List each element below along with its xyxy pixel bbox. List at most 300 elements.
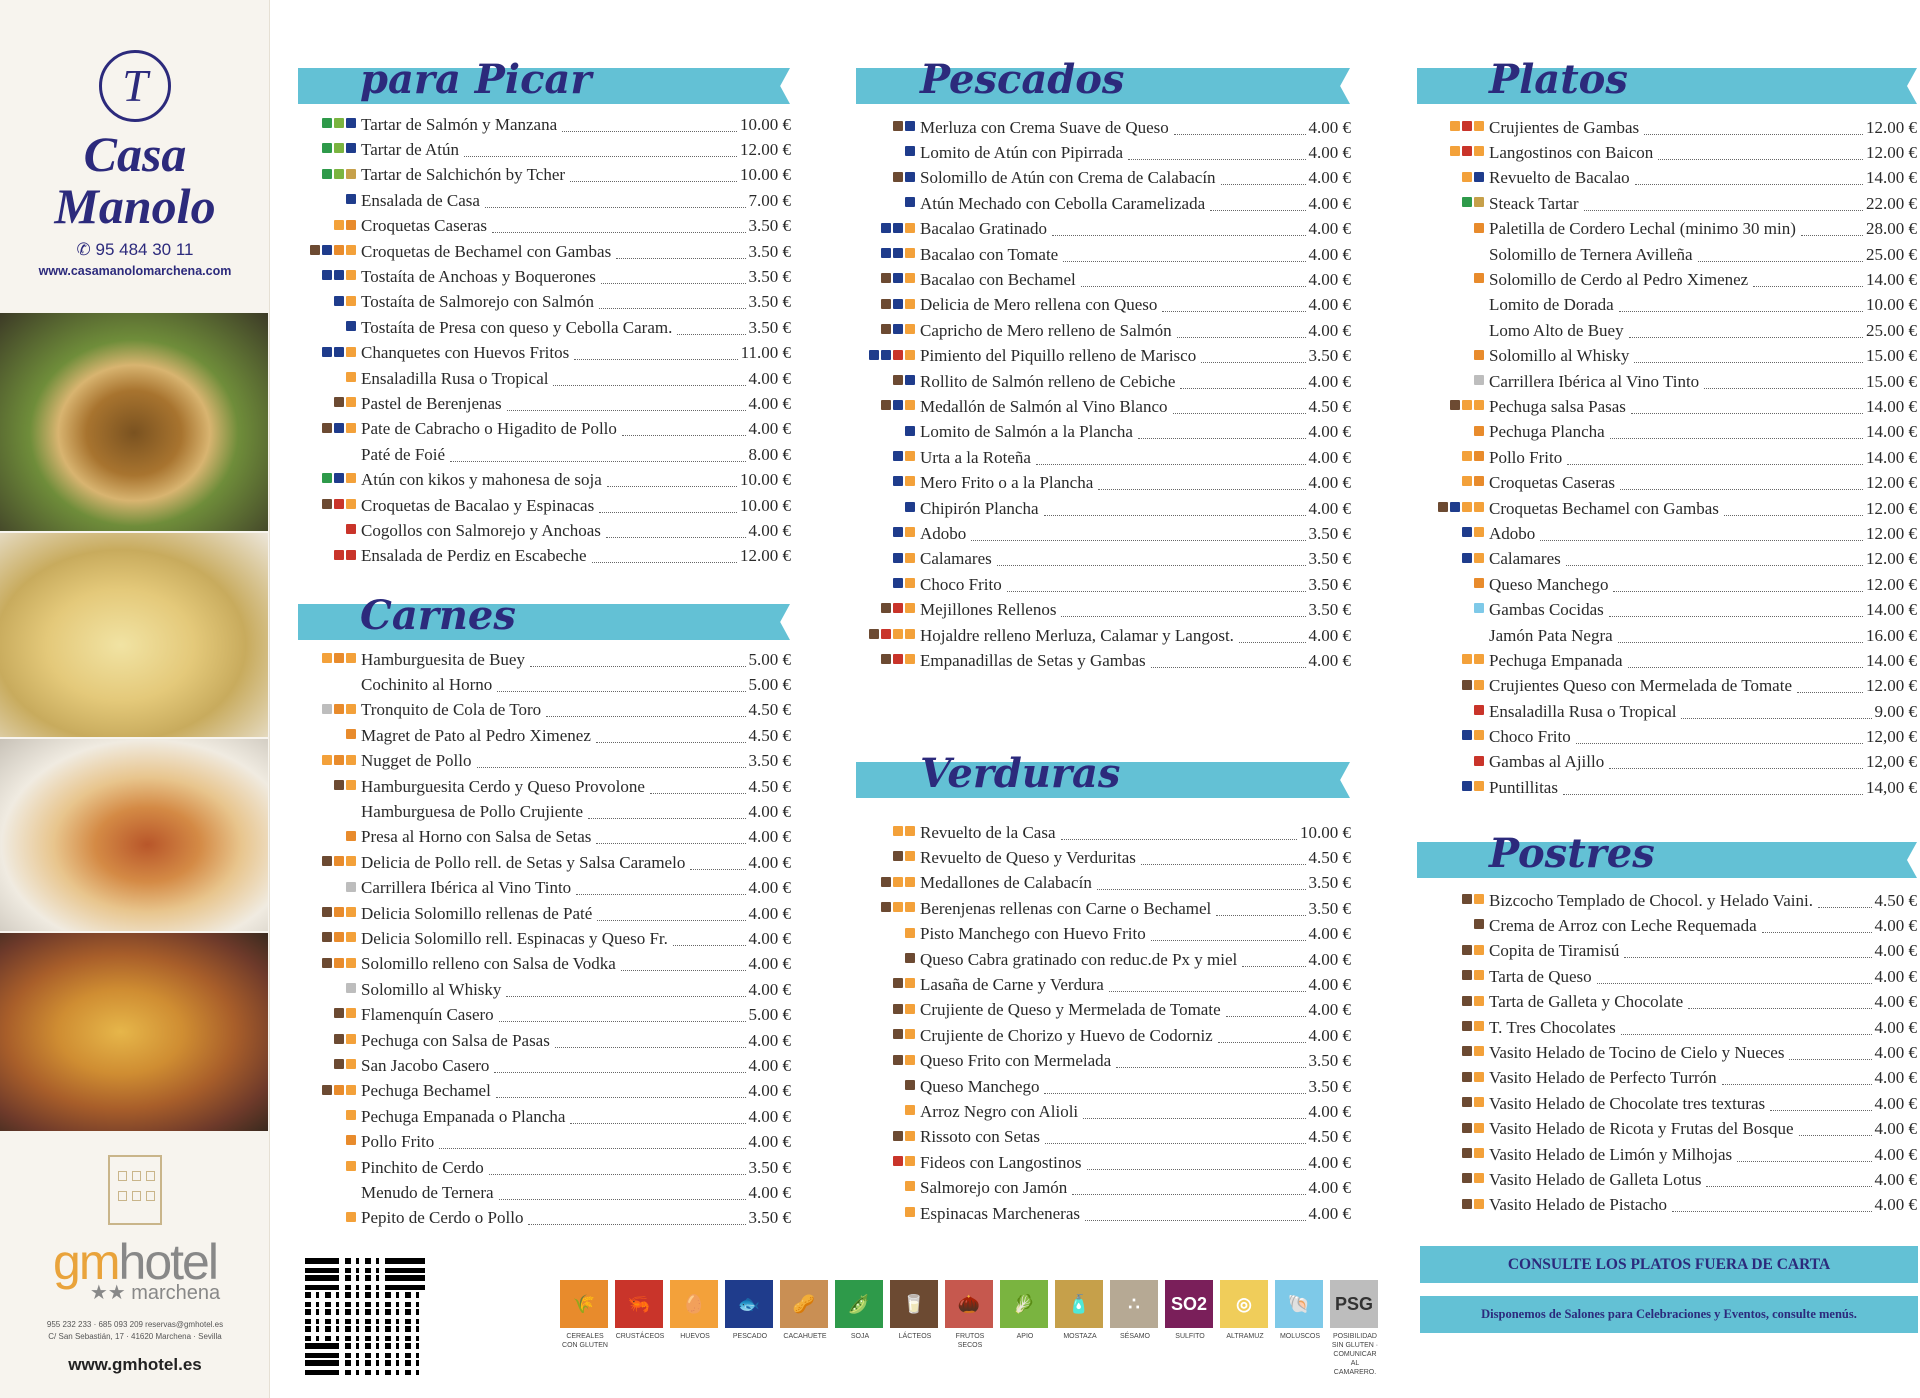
photo-burger: [0, 313, 268, 531]
allergen-pes-icon: [905, 146, 915, 156]
menu-item: [1489, 888, 1917, 913]
allergen-pes-icon: [905, 172, 915, 182]
menu-item-name: Delicia de Mero rellena con Queso: [920, 295, 1158, 315]
allergen-pes-icon: [893, 400, 903, 410]
allergen-icons: [893, 1156, 915, 1166]
allergen-icons: [905, 1080, 915, 1090]
menu-item-name: Presa al Horno con Salsa de Setas: [361, 827, 592, 847]
section-title-picar: [298, 56, 790, 104]
menu-item-name: Solomillo relleno con Salsa de Vodka: [361, 954, 616, 974]
menu-item-price: 4.00 €: [1308, 625, 1351, 645]
menu-item-price: 4.00 €: [748, 368, 791, 388]
menu-item-name: Revuelto de la Casa: [920, 822, 1056, 842]
menu-item-price: 4.00 €: [1308, 447, 1351, 467]
menu-item: [1489, 547, 1917, 572]
menu-item-name: Gambas al Ajillo: [1489, 752, 1605, 772]
menu-item-price: 4.50 €: [748, 700, 791, 720]
menu-item: [920, 845, 1351, 870]
menu-item: [361, 850, 791, 875]
allergen-lac-icon: [1450, 400, 1460, 410]
allergen-icons: [893, 375, 915, 385]
menu-item-name: Tarta de Queso: [1489, 966, 1592, 986]
menu-item-name: Pinchito de Cerdo: [361, 1157, 484, 1177]
allergen-pes-icon: [893, 476, 903, 486]
dot-leader: [1672, 1198, 1872, 1212]
allergen-legend-icon: 🥛: [890, 1280, 938, 1328]
menu-item-name: Vasito Helado de Ricota y Frutas del Bosque: [1489, 1119, 1794, 1139]
dot-leader: [1609, 755, 1863, 769]
menu-item-price: 4.00 €: [1308, 117, 1351, 137]
menu-item: [920, 896, 1351, 921]
dot-leader: [621, 957, 746, 971]
menu-item-name: Ensalada de Perdiz en Escabeche: [361, 546, 587, 566]
allergen-cer-icon: [334, 856, 344, 866]
menu-item: [361, 214, 791, 239]
menu-item-price: 12.00 €: [740, 546, 791, 566]
menu-item-price: 14.00 €: [1866, 396, 1917, 416]
dot-leader: [1631, 400, 1863, 414]
allergen-lac-icon: [905, 1080, 915, 1090]
allergen-cru-icon: [346, 550, 356, 560]
dot-leader: [597, 907, 745, 921]
menu-item: [1489, 242, 1917, 267]
menu-item: [1489, 293, 1917, 318]
menu-item-name: Choco Frito: [920, 574, 1002, 594]
menu-item-price: 4.00 €: [1308, 143, 1351, 163]
restaurant-website-link[interactable]: www.casamanolomarchena.com: [38, 264, 232, 278]
menu-item: [920, 648, 1351, 673]
menu-item: [1489, 939, 1917, 964]
allergen-hue-icon: [346, 397, 356, 407]
allergen-legend-item: [560, 1280, 610, 1377]
allergen-icons: [346, 831, 356, 841]
hotel-website-link[interactable]: www.gmhotel.es: [68, 1355, 202, 1374]
menu-item-price: 12.00 €: [1866, 498, 1917, 518]
dot-leader: [439, 1135, 745, 1149]
allergen-icons: [1474, 273, 1484, 283]
section-list-carnes: [361, 647, 791, 1231]
allergen-icons: [905, 426, 915, 436]
menu-item: [920, 1150, 1351, 1175]
menu-item: [361, 952, 791, 977]
dot-leader: [1634, 349, 1863, 363]
dot-leader: [1584, 197, 1863, 211]
allergen-hue-icon: [1474, 894, 1484, 904]
menu-item-price: 4.50 €: [1308, 848, 1351, 868]
dot-leader: [1098, 476, 1305, 490]
allergen-icons: [1462, 197, 1484, 207]
dot-leader: [1180, 375, 1305, 389]
menu-item-name: Solomillo de Cerdo al Pedro Ximenez: [1489, 270, 1749, 290]
allergen-icons: [1438, 502, 1484, 512]
allergen-psg-icon: [322, 704, 332, 714]
allergen-lac-icon: [893, 978, 903, 988]
allergen-hue-icon: [322, 755, 332, 765]
menu-item-name: Salmorejo con Jamón: [920, 1178, 1068, 1198]
menu-item-price: 3.50 €: [1308, 1051, 1351, 1071]
allergen-lac-icon: [881, 603, 891, 613]
allergen-hue-icon: [346, 372, 356, 382]
dot-leader: [574, 346, 737, 360]
allergen-pes-icon: [346, 194, 356, 204]
menu-item-price: 4.00 €: [1308, 473, 1351, 493]
menu-item-name: San Jacobo Casero: [361, 1055, 490, 1075]
section-title-postres: [1417, 830, 1917, 878]
allergen-legend-item: [945, 1280, 995, 1377]
allergen-mos-icon: [346, 169, 356, 179]
allergen-icons: [322, 499, 356, 509]
allergen-hue-icon: [905, 902, 915, 912]
menu-item: [1489, 674, 1917, 699]
dot-leader: [1658, 146, 1863, 160]
menu-item-price: 4.00 €: [1308, 1203, 1351, 1223]
allergen-cer-icon: [334, 704, 344, 714]
menu-item: [361, 1129, 791, 1154]
allergen-hue-icon: [1474, 730, 1484, 740]
allergen-icons: [322, 932, 356, 942]
menu-item-price: 12.00 €: [1866, 574, 1917, 594]
menu-item: [920, 871, 1351, 896]
menu-item-name: Arroz Negro con Alioli: [920, 1101, 1079, 1121]
allergen-icons: [869, 629, 915, 639]
allergen-hue-icon: [346, 932, 356, 942]
menu-item: [361, 723, 791, 748]
menu-item-price: 4.00 €: [1308, 422, 1351, 442]
allergen-icons: [881, 902, 915, 912]
allergen-legend-icon: SO2: [1165, 1280, 1213, 1328]
menu-item: [361, 698, 791, 723]
allergen-icons: [893, 578, 915, 588]
menu-item-name: Calamares: [920, 549, 992, 569]
allergen-hue-icon: [346, 1085, 356, 1095]
menu-item: [920, 922, 1351, 947]
menu-item: [1489, 750, 1917, 775]
menu-item-name: Pechuga Plancha: [1489, 422, 1605, 442]
menu-item-price: 4.00 €: [1308, 168, 1351, 188]
dot-leader: [1628, 654, 1863, 668]
allergen-hue-icon: [1462, 502, 1472, 512]
menu-item-name: Berenjenas rellenas con Carne o Bechamel: [920, 898, 1212, 918]
menu-item-price: 3.50 €: [1308, 1076, 1351, 1096]
menu-item-name: Croquetas de Bacalao y Espinacas: [361, 495, 595, 515]
restaurant-phone[interactable]: [0, 240, 270, 260]
allergen-pes-icon: [893, 273, 903, 283]
allergen-icons: [1474, 375, 1484, 385]
allergen-icons: [322, 143, 356, 153]
allergen-icons: [346, 524, 356, 534]
dot-leader: [1128, 146, 1305, 160]
allergen-legend-item: [1055, 1280, 1105, 1377]
menu-item-price: 12.00 €: [1866, 676, 1917, 696]
menu-item-name: Chipirón Plancha: [920, 498, 1039, 518]
allergen-lac-icon: [1462, 894, 1472, 904]
menu-item: [920, 166, 1351, 191]
menu-item: [1489, 318, 1917, 343]
allergen-lac-icon: [1462, 1173, 1472, 1183]
section-heading: Verduras: [920, 750, 1121, 797]
allergen-pes-icon: [334, 423, 344, 433]
menu-item-price: 4.00 €: [748, 827, 791, 847]
dot-leader: [570, 168, 737, 182]
menu-item: [361, 1002, 791, 1027]
allergen-hue-icon: [1474, 400, 1484, 410]
menu-item: [361, 1028, 791, 1053]
allergen-pes-icon: [334, 270, 344, 280]
allergen-hue-icon: [905, 826, 915, 836]
dot-leader: [1085, 1207, 1305, 1221]
menu-item: [361, 442, 791, 467]
allergen-legend-icon: 🌰: [945, 1280, 993, 1328]
allergen-pes-icon: [322, 245, 332, 255]
allergen-soj-icon: [322, 169, 332, 179]
menu-item: [361, 1155, 791, 1180]
allergen-icons: [346, 1212, 356, 1222]
dot-leader: [497, 678, 745, 692]
allergen-lac-icon: [322, 958, 332, 968]
allergen-lac-icon: [1462, 1148, 1472, 1158]
allergen-hue-icon: [905, 978, 915, 988]
menu-item-price: 4.00 €: [1308, 1152, 1351, 1172]
menu-item-price: 4.00 €: [1874, 1093, 1917, 1113]
allergen-hue-icon: [905, 1029, 915, 1039]
menu-item: [361, 901, 791, 926]
allergen-legend-label: FRUTOS SECOS: [955, 1333, 985, 1349]
allergen-icons: [1462, 451, 1484, 461]
allergen-cer-icon: [1474, 578, 1484, 588]
allergen-pes-icon: [905, 426, 915, 436]
restaurant-name-line2: Manolo: [54, 178, 216, 234]
allergen-icons: [334, 220, 356, 230]
hotel-building-icon: [108, 1155, 162, 1225]
allergen-legend-label: MOLUSCOS: [1279, 1333, 1321, 1340]
menu-item-name: Queso Cabra gratinado con reduc.de Px y miel: [920, 949, 1238, 969]
section-list-platos: [1489, 115, 1917, 801]
menu-item-price: 12.00 €: [1866, 549, 1917, 569]
menu-item: [361, 1053, 791, 1078]
menu-item-price: 7.00 €: [748, 190, 791, 210]
allergen-cer-icon: [334, 653, 344, 663]
photo-toast-dish: [0, 739, 268, 931]
menu-item-price: 4.00 €: [748, 1132, 791, 1152]
menu-item-name: Gambas Cocidas: [1489, 600, 1604, 620]
allergen-icons: [322, 1085, 356, 1095]
menu-item-name: Atún Mechado con Cebolla Caramelizada: [920, 193, 1206, 213]
allergen-hue-icon: [346, 1212, 356, 1222]
allergen-hue-icon: [1474, 1148, 1484, 1158]
menu-item: [1489, 115, 1917, 140]
dot-leader: [1116, 1054, 1305, 1068]
dot-leader: [1052, 222, 1306, 236]
allergen-icons: [893, 1029, 915, 1039]
allergen-hue-icon: [346, 907, 356, 917]
menu-item-price: 5.00 €: [748, 649, 791, 669]
menu-item: [1489, 1167, 1917, 1192]
menu-item-price: 3.50 €: [748, 241, 791, 261]
menu-item-name: Pechuga Empanada o Plancha: [361, 1106, 566, 1126]
menu-item: [920, 597, 1351, 622]
menu-item-name: Tartar de Salchichón by Tcher: [361, 165, 566, 185]
allergen-icons: [346, 882, 356, 892]
menu-item-name: Hamburguesita Cerdo y Queso Provolone: [361, 776, 645, 796]
allergen-pes-icon: [881, 350, 891, 360]
allergen-lac-icon: [1462, 1199, 1472, 1209]
allergen-icons: [1474, 578, 1484, 588]
menu-item-price: 12.00 €: [1866, 117, 1917, 137]
allergen-legend-icon: 🥜: [780, 1280, 828, 1328]
section-heading: Pescados: [920, 56, 1125, 103]
restaurant-logo: [0, 50, 270, 278]
allergen-hue-icon: [905, 248, 915, 258]
allergen-icons: [346, 983, 356, 993]
menu-item-price: 5.00 €: [748, 675, 791, 695]
allergen-cru-icon: [334, 499, 344, 509]
dot-leader: [588, 805, 745, 819]
dot-leader: [1072, 1181, 1305, 1195]
menu-item: [920, 1023, 1351, 1048]
allergen-hue-icon: [893, 826, 903, 836]
hotel-contact-line1: 955 232 233 · 685 093 209 reservas@gmhotel.es: [46, 1320, 224, 1329]
menu-item-name: Urta a la Roteña: [920, 447, 1031, 467]
allergen-icons: [869, 350, 915, 360]
menu-item-name: Rollito de Salmón relleno de Cebiche: [920, 371, 1176, 391]
allergen-lac-icon: [1462, 996, 1472, 1006]
dot-leader: [1789, 1046, 1871, 1060]
allergen-icons: [334, 397, 356, 407]
menu-item-price: 4.00 €: [1308, 975, 1351, 995]
menu-item-price: 4.00 €: [1874, 1043, 1917, 1063]
allergen-icons: [310, 245, 356, 255]
menu-item-price: 12.00 €: [1866, 473, 1917, 493]
menu-item: [361, 290, 791, 315]
menu-item: [1489, 648, 1917, 673]
allergen-hue-icon: [893, 629, 903, 639]
allergen-pes-icon: [893, 324, 903, 334]
allergen-icons: [881, 400, 915, 410]
menu-item-price: 14.00 €: [1866, 650, 1917, 670]
menu-item-price: 4.00 €: [748, 903, 791, 923]
allergen-legend-item: [615, 1280, 665, 1377]
menu-item-price: 4.00 €: [748, 520, 791, 540]
allergen-legend-item: [1110, 1280, 1160, 1377]
menu-item-price: 12.00 €: [1866, 523, 1917, 543]
dot-leader: [464, 143, 737, 157]
allergen-soj-icon: [322, 473, 332, 483]
menu-item-price: 4.00 €: [748, 1030, 791, 1050]
menu-item-name: Lomo Alto de Buey: [1489, 320, 1624, 340]
allergen-hue-icon: [905, 603, 915, 613]
allergen-pes-icon: [893, 223, 903, 233]
menu-item-name: Croquetas de Bechamel con Gambas: [361, 241, 612, 261]
dot-leader: [622, 422, 746, 436]
menu-item-name: Magret de Pato al Pedro Ximenez: [361, 725, 591, 745]
menu-item-name: Pate de Cabracho o Higadito de Pollo: [361, 419, 617, 439]
dot-leader: [530, 653, 746, 667]
allergen-hue-icon: [346, 653, 356, 663]
photo-tartar-dish: [0, 933, 268, 1131]
allergen-pes-icon: [869, 350, 879, 360]
allergen-icons: [1462, 996, 1484, 1006]
dot-leader: [1613, 578, 1863, 592]
allergen-icons: [881, 223, 915, 233]
menu-item-price: 4.00 €: [1308, 498, 1351, 518]
allergen-icons: [322, 423, 356, 433]
photo-scrambled-eggs: [0, 533, 268, 737]
menu-item-price: 4.00 €: [748, 979, 791, 999]
qr-code[interactable]: [305, 1257, 425, 1375]
allergen-lac-icon: [893, 1055, 903, 1065]
dot-leader: [489, 1161, 746, 1175]
section-title-platos: [1417, 56, 1917, 104]
allergen-legend-item: [1330, 1280, 1380, 1377]
dot-leader: [1629, 324, 1863, 338]
allergen-lac-icon: [334, 1034, 344, 1044]
allergen-hue-icon: [1474, 654, 1484, 664]
menu-item: [361, 672, 791, 697]
menu-item-name: Delicia Solomillo rell. Espinacas y Queso Fr.: [361, 928, 668, 948]
section-title-carnes: [298, 592, 790, 640]
dot-leader: [1624, 944, 1871, 958]
menu-item: [1489, 521, 1917, 546]
menu-item-name: Langostinos con Baicon: [1489, 143, 1654, 163]
menu-item: [920, 293, 1351, 318]
dot-leader: [1644, 121, 1863, 135]
allergen-lac-icon: [881, 273, 891, 283]
allergen-hue-icon: [346, 473, 356, 483]
menu-item-name: Lomito de Salmón a la Plancha: [920, 422, 1133, 442]
allergen-hue-icon: [905, 299, 915, 309]
menu-item-price: 16.00 €: [1866, 625, 1917, 645]
menu-item: [1489, 267, 1917, 292]
dot-leader: [1797, 679, 1863, 693]
dot-leader: [450, 448, 745, 462]
dot-leader: [1620, 476, 1863, 490]
allergen-cru-icon: [1474, 756, 1484, 766]
menu-item: [920, 972, 1351, 997]
allergen-icons: [905, 146, 915, 156]
allergen-pes-icon: [1462, 553, 1472, 563]
allergen-pes-icon: [334, 347, 344, 357]
allergen-cru-icon: [1474, 705, 1484, 715]
menu-item: [1489, 699, 1917, 724]
menu-item-price: 4.50 €: [1874, 890, 1917, 910]
menu-item-name: Tostaíta de Anchoas y Boquerones: [361, 267, 596, 287]
menu-item-price: 3.50 €: [748, 1157, 791, 1177]
menu-item-name: Tartar de Atún: [361, 140, 459, 160]
menu-item: [1489, 1040, 1917, 1065]
menu-item-price: 4.00 €: [748, 1106, 791, 1126]
allergen-icons: [1474, 919, 1484, 929]
menu-item-name: Pollo Frito: [361, 1132, 435, 1152]
allergen-hue-icon: [346, 1161, 356, 1171]
menu-item-price: 3.50 €: [1308, 523, 1351, 543]
allergen-icons: [893, 121, 915, 131]
menu-item: [920, 1175, 1351, 1200]
menu-item-name: Queso Frito con Mermelada: [920, 1051, 1112, 1071]
allergen-lac-icon: [881, 902, 891, 912]
menu-item-price: 4.00 €: [1308, 320, 1351, 340]
menu-item-price: 4.00 €: [748, 928, 791, 948]
dot-leader: [1698, 248, 1863, 262]
allergen-icons: [1474, 603, 1484, 613]
section-heading: Platos: [1489, 56, 1628, 103]
allergen-hue-icon: [905, 877, 915, 887]
allergen-cer-icon: [1474, 426, 1484, 436]
allergen-legend-icon: 🐚: [1275, 1280, 1323, 1328]
menu-item-price: 4.00 €: [1308, 1101, 1351, 1121]
dot-leader: [1239, 629, 1306, 643]
menu-item: [920, 115, 1351, 140]
allergen-legend-icon: 🌾: [560, 1280, 608, 1328]
